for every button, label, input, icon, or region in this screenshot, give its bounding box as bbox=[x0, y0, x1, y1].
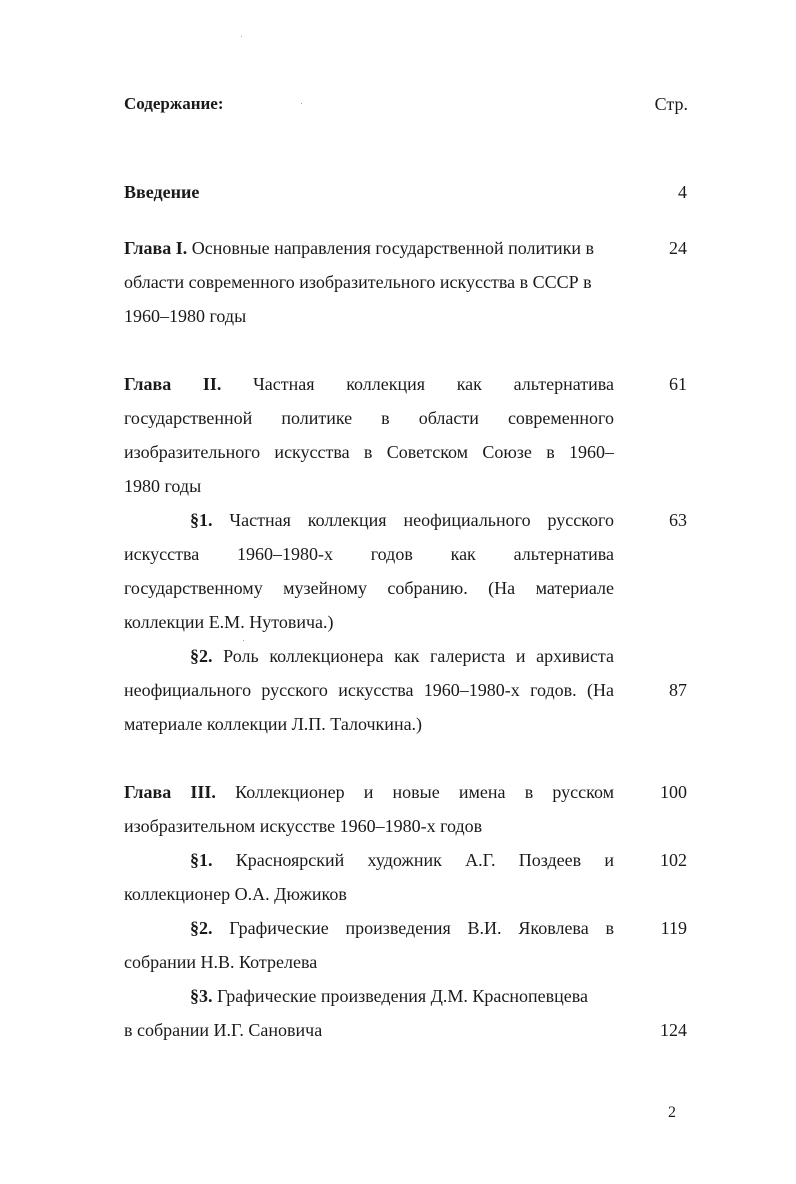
page-number: 124 bbox=[660, 1020, 687, 1040]
entry-text: Основные направления государственной политики в bbox=[187, 238, 595, 258]
entry-label: §3. bbox=[190, 986, 213, 1006]
entry-text: материале коллекции Л.П. Талочкина.) bbox=[124, 714, 423, 734]
page-number: 61 bbox=[669, 374, 687, 394]
entry-label: §2. bbox=[190, 918, 213, 938]
entry-label: Глава I. bbox=[124, 238, 188, 258]
entry-label: §2. bbox=[190, 646, 213, 666]
page-number: 102 bbox=[660, 850, 687, 870]
entry-label: Глава III. bbox=[124, 782, 216, 802]
toc-entry-intro[interactable] bbox=[124, 175, 614, 209]
page-number: 119 bbox=[660, 918, 687, 938]
contents-heading: Содержание: bbox=[124, 94, 224, 113]
entry-text: Частная коллекция неофициального русского bbox=[212, 510, 614, 530]
entry-text: коллекционер О.А. Дюжиков bbox=[124, 884, 347, 904]
toc-entry-chapter-2-section-2[interactable] bbox=[124, 639, 614, 741]
entry-text: Графические произведения В.И. Яковлева в bbox=[212, 918, 614, 938]
entry-text: 1960–1980 годы bbox=[124, 306, 247, 326]
toc-entry-chapter-3-section-3[interactable] bbox=[124, 979, 614, 1047]
entry-label: Глава II. bbox=[124, 374, 222, 394]
page-number: 87 bbox=[669, 680, 687, 700]
entry-text: искусства 1960–1980-х годов как альтернатива bbox=[124, 544, 614, 564]
toc-entry-chapter-3[interactable] bbox=[124, 775, 614, 843]
toc-entry-chapter-3-section-2[interactable] bbox=[124, 911, 614, 979]
entry-text: Красноярский художник А.Г. Поздеев и bbox=[212, 850, 614, 870]
entry-title: Введение bbox=[124, 182, 200, 202]
entry-text: собрании Н.В. Котрелева bbox=[124, 952, 318, 972]
entry-text: 1980 годы bbox=[124, 476, 202, 496]
entry-text: неофициального русского искусства 1960–1980-х годов. (На bbox=[124, 680, 614, 700]
scan-speck bbox=[241, 36, 242, 37]
page-number: 63 bbox=[669, 510, 687, 530]
entry-text: Роль коллекционера как галериста и архивиста bbox=[212, 646, 614, 666]
entry-text: Частная коллекция как альтернатива bbox=[221, 374, 614, 394]
entry-label: §1. bbox=[190, 510, 213, 530]
entry-label: §1. bbox=[190, 850, 213, 870]
entry-text: в собрании И.Г. Сановича bbox=[124, 1020, 323, 1040]
page-folio: 2 bbox=[668, 1104, 676, 1121]
entry-text: государственному музейному собранию. (На материале bbox=[124, 578, 614, 598]
toc-entry-chapter-2-section-1[interactable] bbox=[124, 503, 614, 639]
toc-entry-chapter-3-section-1[interactable] bbox=[124, 843, 614, 911]
entry-text: коллекции Е.М. Нутовича.) bbox=[124, 612, 334, 632]
page-column-heading: Стр. bbox=[654, 94, 688, 114]
scan-speck bbox=[301, 103, 302, 104]
entry-text: Графические произведения Д.М. Краснопевцева bbox=[212, 986, 589, 1006]
entry-text: изобразительном искусстве 1960–1980-х годов bbox=[124, 816, 483, 836]
entry-text: Коллекционер и новые имена в русском bbox=[215, 782, 614, 802]
entry-text: изобразительного искусства в Советском Союзе в 1960– bbox=[124, 442, 614, 462]
entry-text: государственной политике в области современного bbox=[124, 408, 614, 428]
page-number: 100 bbox=[660, 782, 687, 802]
entry-text: области современного изобразительного искусства в СССР в bbox=[124, 272, 592, 292]
toc-entry-chapter-1[interactable] bbox=[124, 231, 614, 333]
page-number: 4 bbox=[678, 182, 687, 202]
page-number: 24 bbox=[669, 238, 687, 258]
toc-entry-chapter-2[interactable] bbox=[124, 367, 614, 503]
